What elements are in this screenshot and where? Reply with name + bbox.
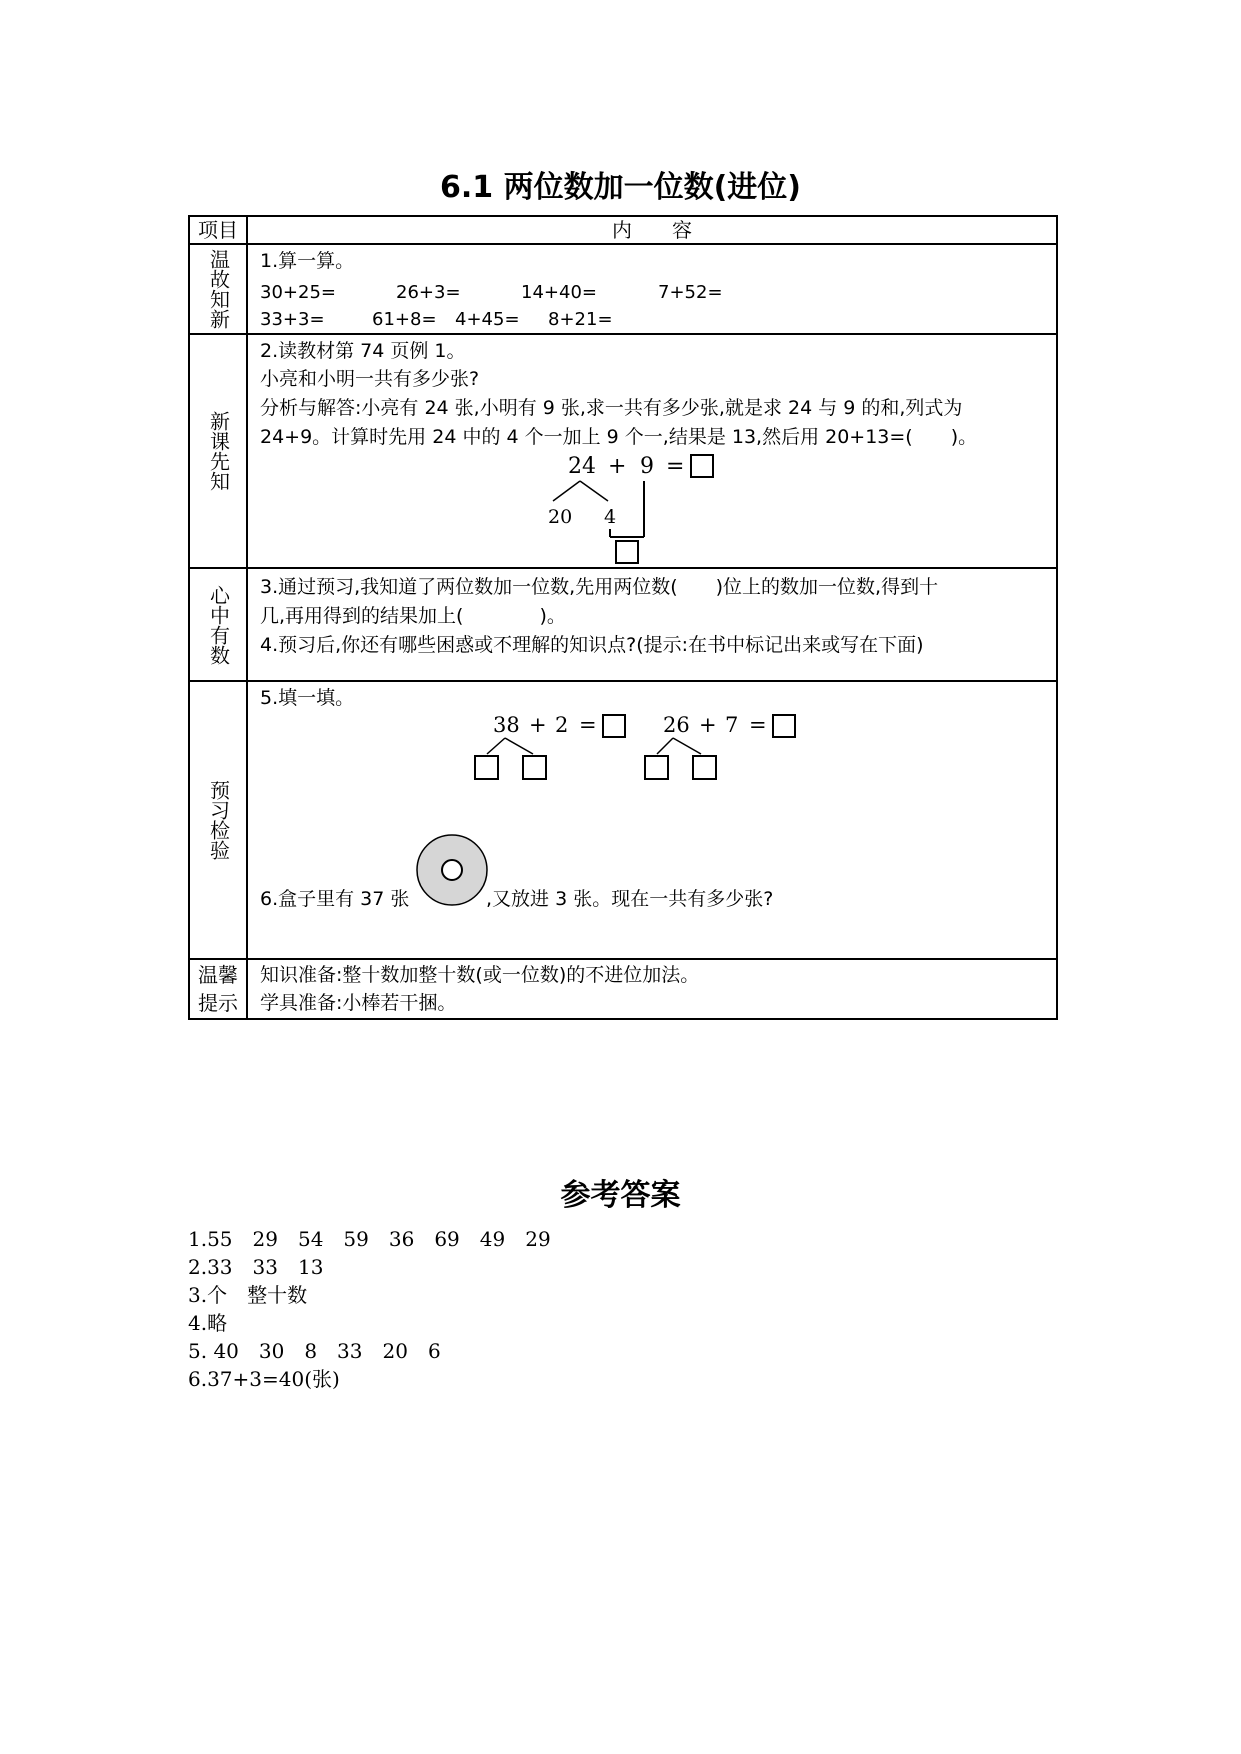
worksheet-table [188, 215, 1058, 1020]
question-6-pre: 6.盒子里有 37 张 [260, 888, 410, 910]
table-row [189, 244, 1057, 334]
split-line [673, 738, 701, 754]
answer-box [691, 455, 713, 477]
row-label-line: 提示 [198, 991, 238, 1015]
row-label [190, 961, 246, 1017]
split-box [645, 756, 668, 779]
expr: 8+21= [548, 309, 613, 330]
plus-sign: + [699, 713, 717, 737]
split-ones: 4 [604, 506, 617, 528]
row-content [247, 959, 1057, 1019]
page-title: 6.1 两位数加一位数(进位) [439, 170, 801, 205]
split-line [553, 481, 580, 501]
question-3-cont: 几,再用得到的结果加上( )。 [260, 605, 566, 627]
table-row [189, 334, 1057, 568]
question-2-text: 小亮和小明一共有多少张? [260, 368, 480, 390]
expr: 7+52= [658, 282, 723, 303]
expr: 26+3= [396, 282, 461, 303]
question-2-analysis: 分析与解答:小亮有 24 张,小明有 9 张,求一共有多少张,就是求 24 与 9 的和,列式为 [260, 397, 963, 419]
header-item: 项目 [189, 216, 247, 244]
table-header-row [189, 216, 1057, 244]
table-row [189, 681, 1057, 959]
answer-line: 1.55 29 54 59 36 69 49 29 [188, 1227, 551, 1251]
addend-a: 38 [493, 713, 520, 737]
table-row [189, 959, 1057, 1019]
row-label-cell [189, 681, 247, 959]
equals-sign: = [579, 713, 597, 737]
split-line [657, 738, 673, 754]
split-tens: 20 [548, 506, 573, 528]
addend-a: 24 [568, 454, 596, 479]
expr: 61+8= [372, 309, 437, 330]
row-label-cell [189, 959, 247, 1019]
split-diagram [548, 451, 748, 567]
split-line [487, 738, 505, 754]
row-content [247, 334, 1057, 568]
plus-sign: + [608, 454, 627, 479]
split-line [580, 481, 608, 501]
fill-diagrams [473, 706, 823, 786]
answer-line: 6.37+3=40(张) [188, 1367, 340, 1391]
expr: 33+3= [260, 309, 325, 330]
tip-tools: 学具准备:小棒若干捆。 [260, 992, 457, 1014]
plus-sign: + [529, 713, 547, 737]
row-label-cell [189, 568, 247, 681]
answer-line: 4.略 [188, 1311, 228, 1335]
row-label: 预习检验 [206, 780, 231, 860]
tip-knowledge: 知识准备:整十数加整十数(或一位数)的不进位加法。 [260, 964, 700, 986]
question-2: 2.读教材第 74 页例 1。 [260, 340, 466, 362]
addend-b: 7 [725, 713, 739, 737]
row-label-cell [189, 334, 247, 568]
question-2-analysis-cont: 24+9。计算时先用 24 中的 4 个一加上 9 个一,结果是 13,然后用 20+13=( )。 [260, 426, 978, 448]
addend-a: 26 [663, 713, 690, 737]
expr: 30+25= [260, 282, 336, 303]
question-6-post: ,又放进 3 张。现在一共有多少张? [486, 888, 774, 910]
row-content [247, 244, 1057, 334]
addend-b: 2 [555, 713, 569, 737]
row-label-line: 温馨 [198, 963, 238, 987]
answers-title: 参考答案 [560, 1178, 681, 1213]
split-box [475, 756, 498, 779]
question-1: 1.算一算。 [260, 250, 355, 272]
expr: 4+45= [455, 309, 520, 330]
question-5: 5.填一填。 [260, 687, 355, 709]
answer-line: 3.个 整十数 [188, 1283, 308, 1307]
equals-sign: = [749, 713, 767, 737]
row-label-cell [189, 244, 247, 334]
split-line [505, 738, 533, 754]
table-row [189, 568, 1057, 681]
answer-box [773, 715, 795, 737]
answer-line: 5. 40 30 8 33 20 6 [188, 1339, 441, 1363]
header-content: 内 容 [247, 216, 1057, 244]
row-content [247, 681, 1057, 959]
sum-box [616, 541, 638, 563]
disc-icon [416, 834, 492, 910]
expr: 14+40= [521, 282, 597, 303]
row-label: 新课先知 [206, 411, 231, 491]
answer-box [603, 715, 625, 737]
equals-sign: = [666, 454, 685, 479]
addend-b: 9 [640, 454, 654, 479]
row-content [247, 568, 1057, 681]
row-label: 心中有数 [206, 584, 231, 665]
split-box [693, 756, 716, 779]
split-box [523, 756, 546, 779]
question-3: 3.通过预习,我知道了两位数加一位数,先用两位数( )位上的数加一位数,得到十 [260, 576, 939, 598]
answer-line: 2.33 33 13 [188, 1255, 324, 1279]
row-label: 温故知新 [206, 249, 231, 329]
question-4: 4.预习后,你还有哪些困惑或不理解的知识点?(提示:在书中标记出来或写在下面) [260, 634, 924, 656]
